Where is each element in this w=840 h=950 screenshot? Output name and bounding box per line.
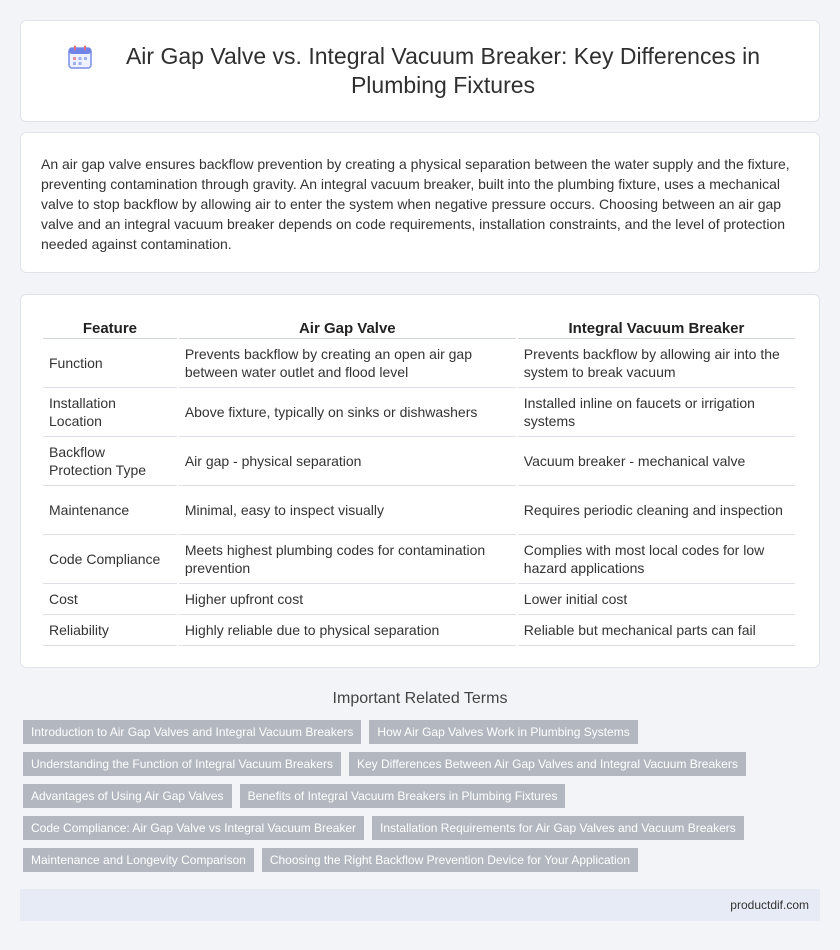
table-cell-vacuum-breaker: Reliable but mechanical parts can fail	[518, 615, 795, 646]
header-inner	[67, 42, 773, 100]
table-cell-feature: Code Compliance	[43, 535, 177, 584]
footer-site-link[interactable]: productdif.com	[730, 898, 809, 912]
table-cell-air-gap: Higher upfront cost	[179, 584, 516, 615]
table-row	[43, 339, 795, 388]
table-cell-feature: Maintenance	[43, 486, 177, 535]
comparison-card	[20, 294, 820, 668]
table-row	[43, 437, 795, 486]
related-term-tag[interactable]: How Air Gap Valves Work in Plumbing Systems	[369, 720, 637, 744]
intro-card	[20, 132, 820, 273]
related-term-tag[interactable]: Maintenance and Longevity Comparison	[23, 848, 254, 872]
related-terms-title: Important Related Terms	[332, 690, 508, 707]
related-term-tag[interactable]: Understanding the Function of Integral Vacuum Breakers	[23, 752, 341, 776]
footer-bar	[20, 889, 820, 921]
table-cell-air-gap: Meets highest plumbing codes for contamination prevention	[179, 535, 516, 584]
related-term-tag[interactable]: Choosing the Right Backflow Prevention Device for Your Application	[262, 848, 638, 872]
comparison-table	[41, 315, 797, 646]
related-term-tag[interactable]: Code Compliance: Air Gap Valve vs Integral Vacuum Breaker	[23, 816, 364, 840]
related-term-tag[interactable]: Advantages of Using Air Gap Valves	[23, 784, 232, 808]
table-cell-vacuum-breaker: Complies with most local codes for low hazard applications	[518, 535, 795, 584]
table-cell-vacuum-breaker: Installed inline on faucets or irrigation systems	[518, 388, 795, 437]
table-row	[43, 535, 795, 584]
intro-paragraph: An air gap valve ensures backflow prevention by creating a physical separation between the water supply and the fixture, preventing contamination through gravity. An integral vacuum breaker, built into the plumbing fixture, uses a mechanical valve to stop backflow by allowing air to enter the system when negative pressure occurs. Choosing between an air gap valve and an integral vacuum breaker depends on code requirements, installation constraints, and the level of protection needed against contamination.	[41, 156, 790, 252]
related-term-tag[interactable]: Benefits of Integral Vacuum Breakers in Plumbing Fixtures	[240, 784, 566, 808]
table-header-air-gap: Air Gap Valve	[179, 315, 516, 339]
table-row	[43, 486, 795, 535]
table-cell-air-gap: Prevents backflow by creating an open air gap between water outlet and flood level	[179, 339, 516, 388]
page-title: Air Gap Valve vs. Integral Vacuum Breaker: Key Differences in Plumbing Fixtures	[125, 43, 761, 98]
table-header-feature: Feature	[43, 315, 177, 339]
table-header-vacuum-breaker: Integral Vacuum Breaker	[518, 315, 795, 339]
related-term-tag[interactable]: Installation Requirements for Air Gap Valves and Vacuum Breakers	[372, 816, 744, 840]
table-cell-vacuum-breaker: Vacuum breaker - mechanical valve	[518, 437, 795, 486]
table-cell-vacuum-breaker: Prevents backflow by allowing air into the system to break vacuum	[518, 339, 795, 388]
table-cell-air-gap: Minimal, easy to inspect visually	[179, 486, 516, 535]
table-cell-air-gap: Above fixture, typically on sinks or dishwashers	[179, 388, 516, 437]
table-row	[43, 615, 795, 646]
table-cell-feature: Function	[43, 339, 177, 388]
related-term-tag[interactable]: Key Differences Between Air Gap Valves and Integral Vacuum Breakers	[349, 752, 746, 776]
table-cell-feature: Cost	[43, 584, 177, 615]
table-cell-feature: Backflow Protection Type	[43, 437, 177, 486]
related-terms-list	[23, 720, 823, 872]
table-row	[43, 388, 795, 437]
table-row	[43, 584, 795, 615]
header-card	[20, 20, 820, 122]
related-term-tag[interactable]: Introduction to Air Gap Valves and Integral Vacuum Breakers	[23, 720, 361, 744]
table-cell-vacuum-breaker: Requires periodic cleaning and inspection	[518, 486, 795, 535]
table-cell-air-gap: Highly reliable due to physical separation	[179, 615, 516, 646]
table-cell-air-gap: Air gap - physical separation	[179, 437, 516, 486]
calendar-icon	[67, 42, 93, 75]
table-cell-feature: Installation Location	[43, 388, 177, 437]
table-cell-vacuum-breaker: Lower initial cost	[518, 584, 795, 615]
table-cell-feature: Reliability	[43, 615, 177, 646]
